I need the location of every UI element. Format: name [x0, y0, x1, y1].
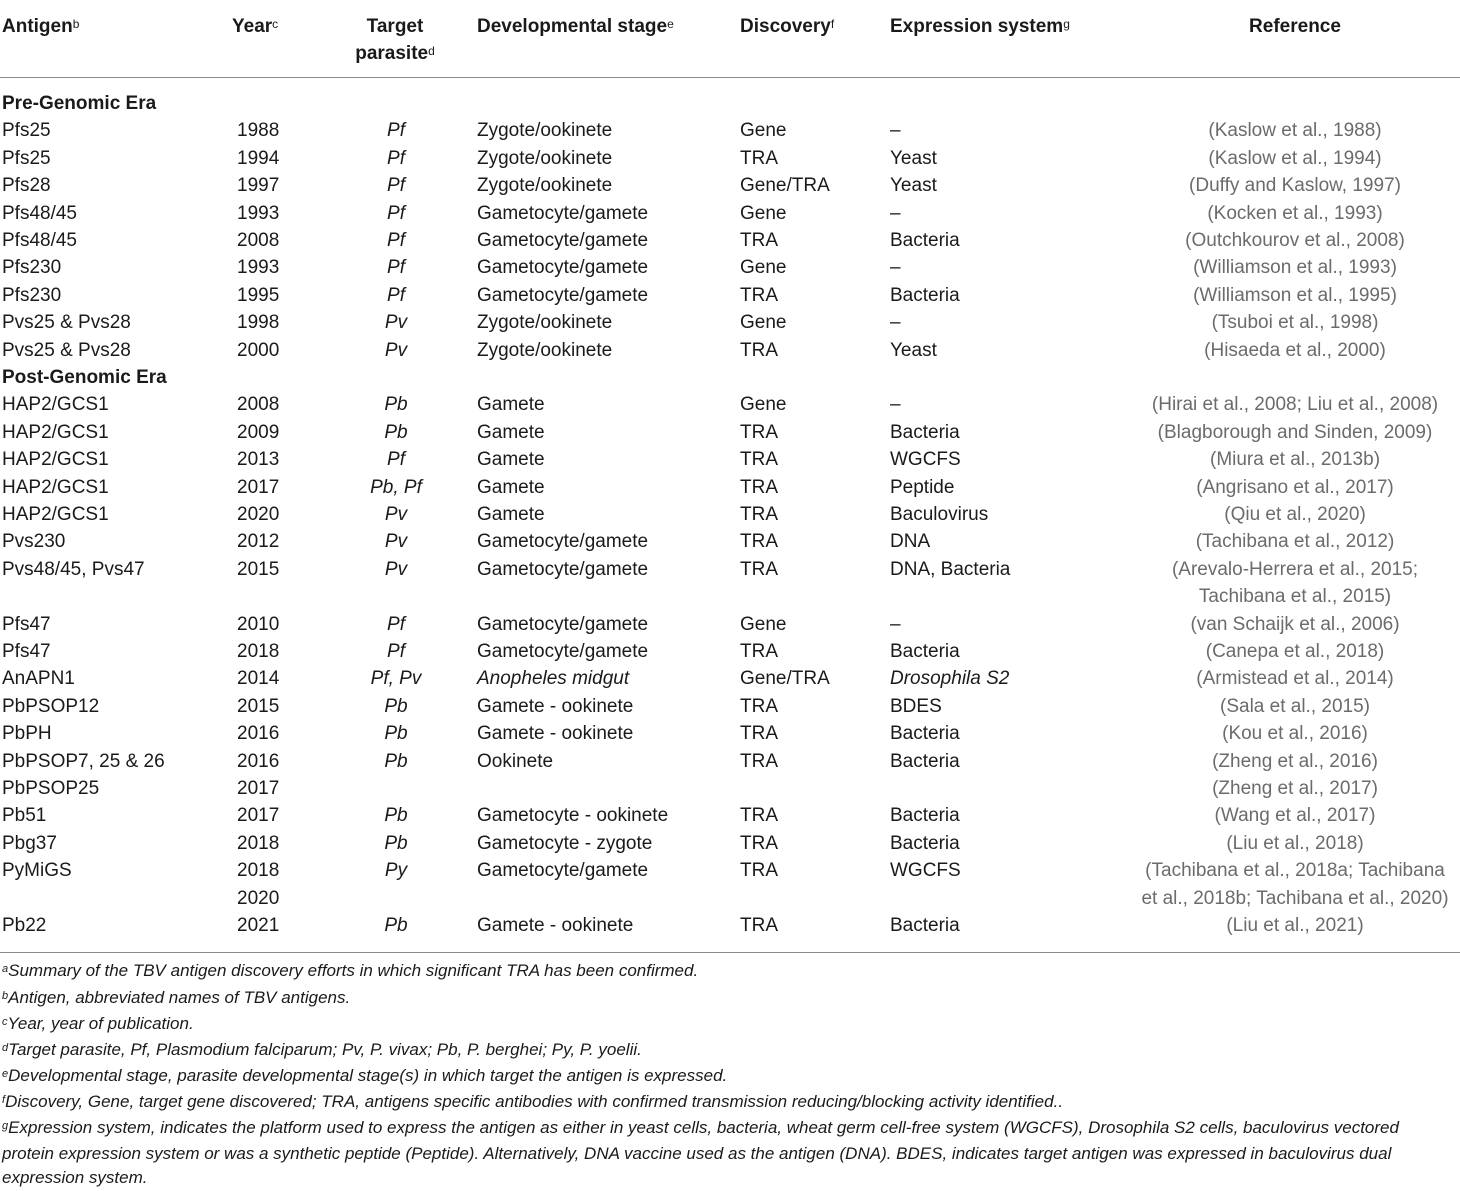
- table-row: Pfs28 1997 Pf Zygote/ookinete Gene/TRA Yeast (Duffy and Kaslow, 1997): [0, 172, 1460, 199]
- reference-cell: (Canepa et al., 2018): [1205, 641, 1385, 662]
- table-row: HAP2/GCS1 2009 Pb Gamete TRA Bacteria (Blagborough and Sinden, 2009): [0, 419, 1460, 446]
- footnote-g-cont: expression system.: [2, 1168, 148, 1187]
- table-row: Pvs25 & Pvs28 2000 Pv Zygote/ookinete TRA Yeast (Hisaeda et al., 2000): [0, 337, 1460, 364]
- header-discovery: Discovery$^f$: [740, 16, 835, 37]
- footnote-g: $^g$Expression system, indicates the platform used to express the antigen as either in yeast cells, bacteria, wheat germ cell-free system (WGCFS), Drosophila S2 cells, baculovirus vectored: [2, 1118, 1399, 1137]
- reference-cell: et al., 2018b; Tachibana et al., 2020): [1141, 887, 1449, 909]
- table-row: AnAPN1 2014 Pf, Pv Anopheles midgut Gene/TRA Drosophila S2 (Armistead et al., 2014): [0, 665, 1460, 692]
- header-year: Year$^c$: [232, 16, 279, 37]
- table-row: Pb51 2017 Pb Gametocyte - ookinete TRA Bacteria (Wang et al., 2017): [0, 802, 1460, 829]
- reference-cell: (Arevalo-Herrera et al., 2015;: [1171, 558, 1419, 580]
- table-row: Pfs25 1988 Pf Zygote/ookinete Gene – (Kaslow et al., 1988): [0, 117, 1460, 144]
- header-reference: Reference: [1249, 16, 1341, 37]
- reference-cell: (Liu et al., 2018): [1226, 832, 1364, 854]
- reference-cell: (Kocken et al., 1993): [1207, 202, 1383, 224]
- footnote-g-cont: protein expression system or was a synthetic peptide (Peptide). Alternatively, DNA vaccine used as the antigen (DNA). BDES, indicates target antigen was expressed in baculovirus dual: [2, 1144, 1392, 1163]
- reference-cell: (Zheng et al., 2017): [1212, 778, 1378, 799]
- table-row-continuation: 2020 et al., 2018b; Tachibana et al., 2020): [0, 885, 1460, 912]
- section-post-genomic: Post-Genomic Era: [2, 367, 167, 388]
- footnote-e: $^e$Developmental stage, parasite developmental stage(s) in which target the antigen is expressed.: [2, 1066, 728, 1085]
- reference-cell: (van Schaijk et al., 2006): [1190, 613, 1400, 635]
- table-row: Pfs230 1995 Pf Gametocyte/gamete TRA Bacteria (Williamson et al., 1995): [0, 282, 1460, 309]
- reference-cell: (Kou et al., 2016): [1222, 723, 1368, 745]
- table-row: Pfs230 1993 Pf Gametocyte/gamete Gene – (Williamson et al., 1993): [0, 254, 1460, 281]
- table-row: Pfs47 2010 Pf Gametocyte/gamete Gene – (van Schaijk et al., 2006): [0, 611, 1460, 638]
- reference-cell: (Hirai et al., 2008; Liu et al., 2008): [1151, 394, 1439, 416]
- reference-cell: (Tachibana et al., 2018a; Tachibana: [1145, 860, 1445, 882]
- reference-cell: (Sala et al., 2015): [1220, 695, 1370, 717]
- footnote-c: $^c$Year, year of publication.: [2, 1014, 194, 1033]
- table-row: HAP2/GCS1 2008 Pb Gamete Gene – (Hirai et al., 2008; Liu et al., 2008): [0, 391, 1460, 418]
- table-row: Pb22 2021 Pb Gamete - ookinete TRA Bacteria (Liu et al., 2021): [0, 912, 1460, 939]
- table-row: Pvs230 2012 Pv Gametocyte/gamete TRA DNA (Tachibana et al., 2012): [0, 528, 1460, 555]
- footnote-f: $^f$Discovery, Gene, target gene discovered; TRA, antigens specific antibodies with confirmed transmission reducing/blocking activity identified..: [2, 1092, 1064, 1111]
- table-row: PbPH 2016 Pb Gamete - ookinete TRA Bacteria (Kou et al., 2016): [0, 720, 1460, 747]
- reference-cell: (Qiu et al., 2020): [1224, 504, 1366, 525]
- table-row: Pfs25 1994 Pf Zygote/ookinete TRA Yeast (Kaslow et al., 1994): [0, 145, 1460, 172]
- table-row: HAP2/GCS1 2020 Pv Gamete TRA Baculovirus (Qiu et al., 2020): [0, 501, 1460, 528]
- table-row: HAP2/GCS1 2017 Pb, Pf Gamete TRA Peptide (Angrisano et al., 2017): [0, 474, 1460, 501]
- table-row: Pfs48/45 1993 Pf Gametocyte/gamete Gene – (Kocken et al., 1993): [0, 200, 1460, 227]
- footnote-a: $^a$Summary of the TBV antigen discovery efforts in which significant TRA has been confirmed.: [2, 961, 699, 980]
- header-developmental-stage: Developmental stage$^e$: [477, 16, 674, 37]
- reference-cell: (Outchkourov et al., 2008): [1185, 230, 1405, 251]
- table-bottom-rule: [0, 952, 1460, 953]
- reference-cell: (Blagborough and Sinden, 2009): [1157, 421, 1433, 443]
- reference-cell: (Angrisano et al., 2017): [1196, 476, 1394, 498]
- table-row: Pbg37 2018 Pb Gametocyte - zygote TRA Bacteria (Liu et al., 2018): [0, 830, 1460, 857]
- table-row: PbPSOP7, 25 & 26 2016 Pb Ookinete TRA Bacteria (Zheng et al., 2016): [0, 748, 1460, 775]
- table-row: Pvs48/45, Pvs47 2015 Pv Gametocyte/gamete TRA DNA, Bacteria (Arevalo-Herrera et al., 2015;: [0, 556, 1460, 583]
- table-row: Pfs48/45 2008 Pf Gametocyte/gamete TRA Bacteria (Outchkourov et al., 2008): [0, 227, 1460, 254]
- reference-cell: (Miura et al., 2013b): [1209, 449, 1381, 471]
- reference-cell: (Williamson et al., 1995): [1193, 284, 1397, 306]
- table-row: PbPSOP12 2015 Pb Gamete - ookinete TRA BDES (Sala et al., 2015): [0, 693, 1460, 720]
- reference-cell: (Tsuboi et al., 1998): [1211, 312, 1379, 334]
- reference-cell: (Kaslow et al., 1994): [1208, 147, 1382, 169]
- reference-cell: (Kaslow et al., 1988): [1208, 120, 1382, 142]
- reference-cell: (Tachibana et al., 2012): [1195, 531, 1395, 553]
- header-target-parasite: Target parasite$^d$: [355, 16, 435, 64]
- reference-cell: Tachibana et al., 2015): [1198, 586, 1392, 608]
- header-expression-system: Expression system$^g$: [890, 16, 1070, 37]
- section-pre-genomic: Pre-Genomic Era: [2, 93, 157, 114]
- reference-cell: (Duffy and Kaslow, 1997): [1189, 175, 1401, 197]
- table-row: Pfs47 2018 Pf Gametocyte/gamete TRA Bacteria (Canepa et al., 2018): [0, 638, 1460, 665]
- table-row-continuation: [0, 583, 1460, 610]
- footnote-d: $^d$Target parasite, Pf, Plasmodium falciparum; Pv, P. vivax; Pb, P. berghei; Py, P. yoelii.: [2, 1040, 642, 1059]
- header-antigen: Antigen$^b$: [2, 16, 80, 37]
- table-row: Pvs25 & Pvs28 1998 Pv Zygote/ookinete Gene – (Tsuboi et al., 1998): [0, 309, 1460, 336]
- reference-cell: (Armistead et al., 2014): [1196, 668, 1394, 690]
- reference-cell: (Wang et al., 2017): [1214, 805, 1376, 827]
- table-row: PbPSOP25 2017 (Zheng et al., 2017): [0, 775, 1460, 802]
- reference-cell: (Zheng et al., 2016): [1212, 750, 1378, 772]
- reference-cell: (Hisaeda et al., 2000): [1204, 339, 1386, 361]
- reference-cell: (Liu et al., 2021): [1226, 915, 1364, 936]
- footnote-b: $^b$Antigen, abbreviated names of TBV antigens.: [2, 988, 351, 1007]
- table-row: HAP2/GCS1 2013 Pf Gamete TRA WGCFS (Miura et al., 2013b): [0, 446, 1460, 473]
- header-divider: [0, 77, 1460, 78]
- reference-cell: (Williamson et al., 1993): [1193, 257, 1397, 279]
- table-row: PyMiGS 2018 Py Gametocyte/gamete TRA WGCFS (Tachibana et al., 2018a; Tachibana: [0, 857, 1460, 884]
